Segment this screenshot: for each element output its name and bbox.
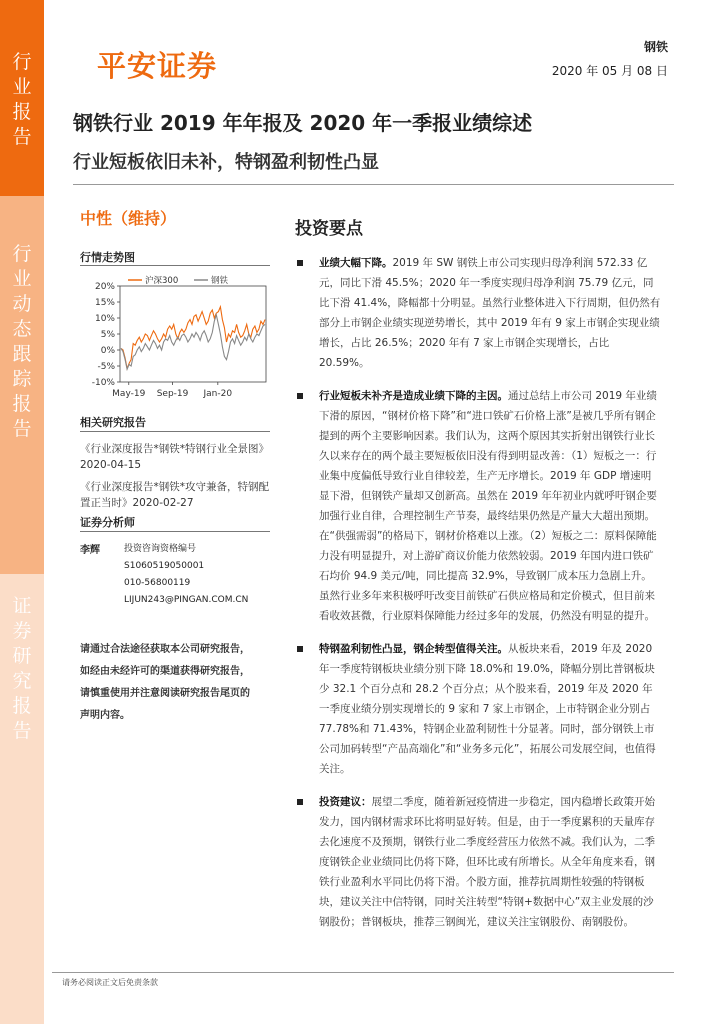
footer-disclaimer[interactable]: 请务必阅读正文后免责条款 <box>62 978 158 987</box>
analyst-email[interactable]: LIJUN243@PINGAN.COM.CN <box>124 595 249 605</box>
legend-label: 钢铁 <box>211 276 229 286</box>
y-tick-label: 0% <box>100 346 115 356</box>
analyst-heading: 证券分析师 <box>80 516 135 529</box>
header-category: 钢铁 <box>643 40 668 54</box>
side-band-char: 业 <box>12 268 32 290</box>
analyst-phone: 010-56800119 <box>124 578 191 588</box>
side-band-char: 券 <box>12 620 32 642</box>
key-point-lead: 行业短板未补齐是造成业绩下降的主因。 <box>319 390 508 402</box>
side-band-char: 动 <box>12 293 32 315</box>
key-point <box>297 639 661 779</box>
chart-legend <box>128 275 229 286</box>
chart-lines <box>121 307 265 369</box>
analyst-cert-label: 投资咨询资格编号 <box>124 544 197 554</box>
bullet-square-icon <box>297 646 303 652</box>
analyst-name: 李辉 <box>80 545 100 556</box>
side-band-char: 研 <box>12 645 32 667</box>
bullet-square-icon <box>297 799 303 805</box>
x-tick-label: Jan-20 <box>203 389 233 399</box>
key-point <box>297 253 661 373</box>
side-band-char: 究 <box>12 670 32 692</box>
related-report-2[interactable]: 《行业深度报告*钢铁*攻守兼备，特钢配置正当时》2020-02-27 <box>80 481 269 509</box>
analyst-cert-number: S1060519050001 <box>124 561 205 571</box>
side-band-char: 报 <box>12 695 32 717</box>
x-tick-label: May-19 <box>112 389 146 399</box>
key-point <box>297 386 661 626</box>
chart-axes <box>92 282 266 399</box>
report-subtitle: 行业短板依旧未补，特钢盈利韧性凸显 <box>73 152 379 173</box>
side-band-char: 报 <box>12 393 32 415</box>
side-band-char: 告 <box>12 720 32 742</box>
side-band-char: 踪 <box>12 368 32 390</box>
related-divider <box>80 431 270 432</box>
side-band-char: 告 <box>12 126 32 148</box>
side-band-char: 告 <box>12 418 32 440</box>
series-line-hs300 <box>121 307 265 369</box>
logo: 平安证券 <box>97 49 218 83</box>
side-band-bottom <box>0 574 44 1024</box>
key-point-text: 通过总结上市公司 2019 年业绩下滑的原因，“钢材价格下降”和“进口铁矿石价格上涨”是被几乎所有钢企提到的两个主要影响因素。我们认为，这两个原因其实折射出钢铁行业长久以来存在的两个最主要短板依旧没有得到明显改善：（1）短板之一：行业集中度偏低导致行业自律较差，生产无序增长。2019 年 GDP 增速明显下滑，但钢铁产量却又创新高。虽然在 2019 年年初业内就呼吁钢企要加强行业自律，合理控制生产节奏，最终结果仍然是产量大大超出预期。在“供强需弱”的格局下，钢材价格难以上涨。（2）短板之二：原料保障能力没有明显提升，对上游矿商议价能力依然较弱。2019 年国内进口铁矿石均价 94.9 美元/吨，同比提高 32.9%，导致钢厂成本压力急剧上升。虽然行业多年来积极呼吁改变目前铁矿石供应格局和定价模式，但目前来看收效甚微，行业原料保障能力经过多年的发展，仍然没有明显的提升。 <box>319 390 657 622</box>
footer-divider <box>52 972 674 973</box>
related-heading: 相关研究报告 <box>80 416 146 429</box>
header-date: 2020 年 05 月 08 日 <box>551 64 668 78</box>
side-band-top <box>0 0 44 196</box>
analyst-divider <box>80 531 270 532</box>
key-points-list <box>297 253 661 945</box>
y-tick-label: -10% <box>91 378 115 388</box>
side-band-char: 态 <box>12 318 32 340</box>
y-tick-label: 20% <box>94 282 115 292</box>
side-band-char: 证 <box>12 595 32 617</box>
side-band-char: 行 <box>12 51 32 73</box>
side-band-char: 业 <box>12 76 32 98</box>
y-tick-label: 15% <box>94 298 115 308</box>
y-tick-label: 5% <box>100 330 115 340</box>
plot-frame <box>120 286 266 382</box>
bullet-square-icon <box>297 260 303 266</box>
trend-divider <box>80 265 270 266</box>
side-band-middle <box>0 196 44 574</box>
trend-heading: 行情走势图 <box>80 251 135 264</box>
related-report-1[interactable]: 《行业深度报告*钢铁*特钢行业全景图》 2020-04-15 <box>80 443 269 471</box>
rating: 中性（维持） <box>80 209 177 228</box>
analyst-block <box>80 541 270 609</box>
bullet-square-icon <box>297 393 303 399</box>
key-point-text: 展望二季度，随着新冠疫情进一步稳定，国内稳增长政策开始发力，国内钢材需求环比将明显好转。但是，由于一季度累积的天量库存去化速度不及预期，钢铁行业二季度经营压力依然不减。我们认为，二季度钢铁企业业绩同比仍将下降，但环比或有所增长。从全年角度来看，钢铁行业盈利水平同比仍将下滑。个股方面，推荐抗周期性较强的特钢板块，建议关注中信特钢，同时关注转型“特钢+数据中心”双主业发展的沙钢股份；普钢板块，推荐三钢闽光，建议关注宝钢股份、南钢股份。 <box>319 796 655 928</box>
title-divider <box>73 184 674 185</box>
side-band-char: 跟 <box>12 343 32 365</box>
y-tick-label: 10% <box>94 314 115 324</box>
legal-notice: 请通过合法途径获取本公司研究报告，如经由未经许可的渠道获得研究报告，请慎重使用并注意阅读研究报告尾页的声明内容。 <box>80 644 250 721</box>
key-point-lead: 业绩大幅下降。 <box>319 257 393 269</box>
key-point-text: 2019 年 SW 钢铁上市公司实现归母净利润 572.33 亿元，同比下滑 45.5%；2020 年一季度实现归母净利润 75.79 亿元，同比下滑 41.4%，降幅都十分明显。虽然行业整体进入下行周期，但仍然有部分上市钢企业绩实现逆势增长，其中 2019 年有 9 家上市钢企实现业绩增长，占比 26.5%；2020 年有 7 家上市钢企实现增长，占比 20.59%。 <box>319 257 661 369</box>
side-band-char: 报 <box>12 101 32 123</box>
key-point-lead: 特钢盈利韧性凸显，钢企转型值得关注。 <box>319 643 508 655</box>
legend-label: 沪深300 <box>145 276 179 286</box>
trend-chart <box>76 272 272 404</box>
key-point-text: 从板块来看，2019 年及 2020 年一季度特钢板块业绩分别下降 18.0%和 19.0%，降幅分别比普钢板块少 32.1 个百分点和 28.2 个百分点；从个股来看，2019 年及 2020 年一季度业绩分别实现增长的 9 家和 7 家上市钢企，上市特钢企业分别占 77.78%和 71.43%，特钢企业盈利韧性十分显著。同时，部分钢铁上市公司加码转型“产品高端化”和“业务多元化”，拓展公司发展空间，也值得关注。 <box>319 643 656 775</box>
y-tick-label: -5% <box>97 362 115 372</box>
x-tick-label: Sep-19 <box>156 389 189 399</box>
series-line-steel <box>121 315 265 369</box>
related-reports <box>80 441 270 517</box>
key-points-heading: 投资要点 <box>295 219 363 239</box>
key-point <box>297 792 661 932</box>
report-title: 钢铁行业 2019 年年报及 2020 年一季报业绩综述 <box>73 111 533 135</box>
side-band-char: 行 <box>12 243 32 265</box>
key-point-lead: 投资建议： <box>319 796 372 808</box>
